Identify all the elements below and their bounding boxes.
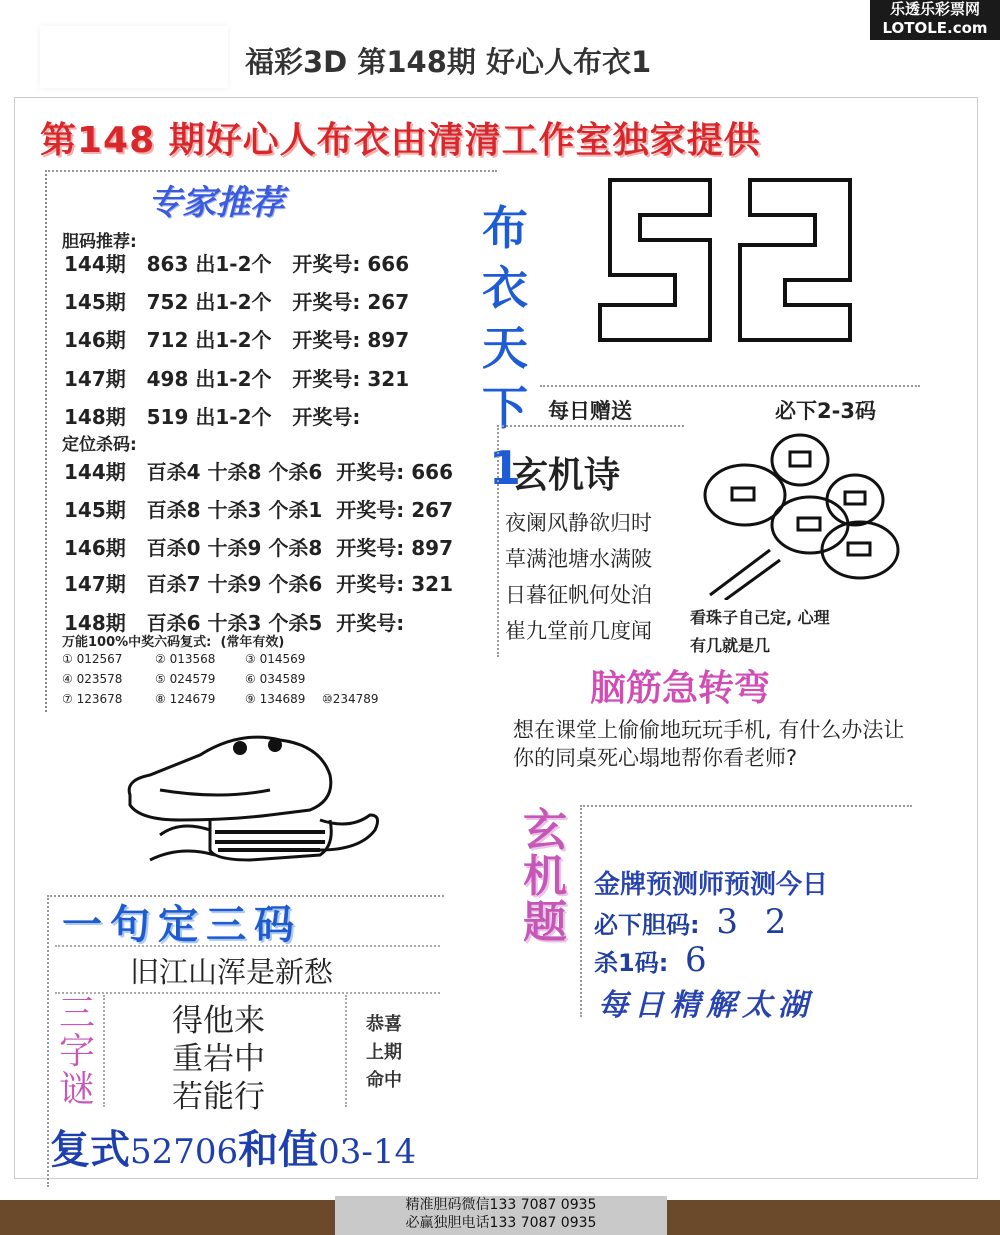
dan-code: 712 xyxy=(146,328,189,352)
page-title: 福彩3D 第148期 好心人布衣1 xyxy=(245,45,652,79)
prediction-line: 金牌预测师预测今日 xyxy=(594,870,829,900)
dan-label: 胆码推荐: xyxy=(62,232,137,252)
dan-code: 519 xyxy=(146,405,189,429)
watermark-line1: 乐透乐彩票网 xyxy=(889,0,980,18)
brain-teaser-question: 想在课堂上偷偷地玩玩手机, 有什么办法让你的同桌死心塌地帮你看老师? xyxy=(513,718,905,770)
kill-text: 百杀4 十杀8 个杀6 xyxy=(146,460,323,484)
vertical-char: 机 xyxy=(523,851,567,902)
sum-label: 和值 xyxy=(238,1127,319,1173)
vertical-char: 1 xyxy=(488,441,521,495)
fushi-label: 复式 xyxy=(50,1127,130,1173)
dan-row xyxy=(64,363,409,392)
kill-label: 定位杀码: xyxy=(62,435,137,455)
dan-code: 498 xyxy=(146,367,189,391)
combo-item: ③ 014569 xyxy=(245,652,306,666)
blank-banner xyxy=(40,26,228,88)
vertical-char: 衣 xyxy=(482,261,528,315)
draw-number: 897 xyxy=(411,536,453,560)
congrats-line: 命中 xyxy=(366,1070,402,1091)
riddle-line: 重岩中 xyxy=(172,1041,265,1077)
draw-label: 开奖号: xyxy=(292,367,361,391)
combo-item: ② 013568 xyxy=(155,652,216,666)
must-dan-row xyxy=(594,902,794,942)
poem-line: 草满池塘水满陂 xyxy=(505,547,652,571)
must-dan-label: 必下胆码: xyxy=(594,911,700,939)
riddle-line: 若能行 xyxy=(172,1079,265,1115)
draw-number: 321 xyxy=(367,367,410,391)
fushi-value: 52706 xyxy=(130,1132,239,1172)
dan-code: 863 xyxy=(146,252,189,276)
combo-item: ⑩234789 xyxy=(322,692,379,706)
daily-analysis-footer: 每日精解太湖 xyxy=(598,988,814,1023)
must-dan-value: 3 2 xyxy=(716,902,795,942)
contact-line-1: 精准胆码微信133 7087 0935 xyxy=(405,1197,597,1213)
combo-item: ⑦ 123678 xyxy=(62,692,123,706)
beads-caption-2: 有几就是几 xyxy=(690,636,771,655)
period: 146期 xyxy=(64,328,126,352)
period: 148期 xyxy=(64,405,126,429)
beads-illustration xyxy=(690,430,910,600)
dan-row xyxy=(64,248,409,277)
dan-code: 752 xyxy=(146,290,189,314)
vertical-char: 下 xyxy=(482,381,528,435)
vertical-char: 三 xyxy=(58,993,95,1034)
period: 147期 xyxy=(64,367,126,391)
draw-label: 开奖号: xyxy=(336,536,405,560)
period: 148期 xyxy=(64,611,126,635)
dan-row xyxy=(64,286,409,315)
period: 147期 xyxy=(64,572,126,596)
one-line-answer: 旧江山浑是新愁 xyxy=(130,955,334,989)
draw-number: 321 xyxy=(411,572,453,596)
contact-box xyxy=(335,1196,667,1235)
period: 145期 xyxy=(64,498,126,522)
vertical-char: 谜 xyxy=(58,1069,95,1110)
vertical-char: 题 xyxy=(523,897,567,948)
dan-row xyxy=(64,324,409,353)
riddle-line: 得他来 xyxy=(172,1003,265,1039)
sum-value: 03-14 xyxy=(318,1132,417,1172)
kill-row xyxy=(64,532,453,561)
vertical-char: 字 xyxy=(58,1031,95,1072)
brain-teaser-title: 脑筋急转弯 xyxy=(590,668,771,709)
poem-line: 夜阑风静欲归时 xyxy=(505,511,652,535)
period: 145期 xyxy=(64,290,126,314)
watermark-logo[interactable] xyxy=(870,0,1000,40)
expert-title: 专家推荐 xyxy=(148,183,284,223)
fushi-row xyxy=(50,1118,416,1175)
one-line-title: 一句定三码 xyxy=(62,902,302,948)
kill-text: 百杀0 十杀9 个杀8 xyxy=(146,536,323,560)
combo-item: ⑥ 034589 xyxy=(245,672,306,686)
draw-label: 开奖号: xyxy=(292,405,361,429)
daily-gift-right: 必下2-3码 xyxy=(775,399,876,423)
period: 144期 xyxy=(64,460,126,484)
contact-line-2: 必赢独胆电话133 7087 0935 xyxy=(405,1215,597,1231)
wanneng-text: 万能100%中奖六码复式: xyxy=(62,635,212,650)
kill-row xyxy=(64,456,453,485)
poem-line: 日暮征帆何处泊 xyxy=(505,583,652,607)
dan-tip: 出1-2个 xyxy=(195,252,272,276)
draw-label: 开奖号: xyxy=(336,460,405,484)
dan-tip: 出1-2个 xyxy=(195,405,272,429)
draw-number: 666 xyxy=(367,252,410,276)
headline: 第148 期好心人布衣由清清工作室独家提供 xyxy=(40,120,761,161)
dan-row xyxy=(64,401,367,430)
beads-caption-1: 看珠子自己定, 心理 xyxy=(690,608,830,627)
draw-label: 开奖号: xyxy=(336,572,405,596)
vertical-char: 天 xyxy=(482,321,528,375)
kill-row xyxy=(64,494,453,523)
combo-item: ⑤ 024579 xyxy=(155,672,216,686)
period: 146期 xyxy=(64,536,126,560)
draw-label: 开奖号: xyxy=(336,498,405,522)
number-52-illustration xyxy=(580,160,880,380)
combo-item: ① 012567 xyxy=(62,652,123,666)
daily-gift-left: 每日赠送 xyxy=(548,399,632,423)
draw-label: 开奖号: xyxy=(292,252,361,276)
kill-text: 百杀7 十杀9 个杀6 xyxy=(146,572,323,596)
draw-number: 897 xyxy=(367,328,410,352)
congrats-line: 上期 xyxy=(366,1042,402,1063)
kill-text: 百杀8 十杀3 个杀1 xyxy=(146,498,323,522)
kill-text: 百杀6 十杀3 个杀5 xyxy=(146,611,323,635)
draw-label: 开奖号: xyxy=(336,611,405,635)
xuanji-ti-vertical xyxy=(515,805,575,948)
poem-line: 崔九堂前几度闻 xyxy=(505,619,652,643)
dan-tip: 出1-2个 xyxy=(195,290,272,314)
draw-number: 267 xyxy=(367,290,410,314)
kill-one-label: 杀1码: xyxy=(594,949,669,977)
wanneng-note: (常年有效) xyxy=(220,635,285,650)
draw-label: 开奖号: xyxy=(292,290,361,314)
dan-tip: 出1-2个 xyxy=(195,367,272,391)
poem-title: 玄机诗 xyxy=(512,455,621,496)
draw-number: 666 xyxy=(411,460,453,484)
kill-row xyxy=(64,568,453,597)
crocodile-illustration xyxy=(120,720,390,880)
riddle-vertical-title xyxy=(52,995,102,1109)
combo-item: ⑨ 134689 xyxy=(245,692,306,706)
draw-label: 开奖号: xyxy=(292,328,361,352)
kill-one-row xyxy=(594,940,707,980)
dan-tip: 出1-2个 xyxy=(195,328,272,352)
draw-number: 267 xyxy=(411,498,453,522)
period: 144期 xyxy=(64,252,126,276)
vertical-char: 布 xyxy=(482,201,528,255)
combo-item: ⑧ 124679 xyxy=(155,692,216,706)
kill-one-value: 6 xyxy=(685,940,707,980)
watermark-line2: LOTOLE.com xyxy=(882,19,988,37)
wanneng-label xyxy=(62,631,284,650)
vertical-char: 玄 xyxy=(523,805,567,856)
combo-item: ④ 023578 xyxy=(62,672,123,686)
congrats-line: 恭喜 xyxy=(366,1014,402,1035)
